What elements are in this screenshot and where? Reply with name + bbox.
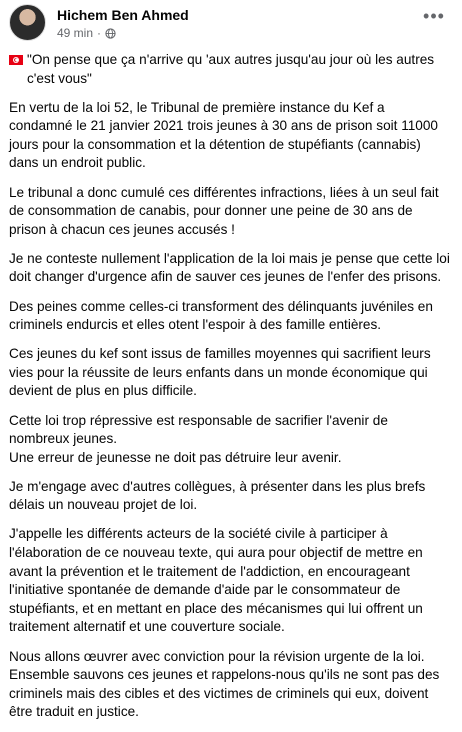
paragraph: En vertu de la loi 52, le Tribunal de première instance du Kef a condamné le 21 janvier 2021 trois jeunes à 30 ans de prison soit 11000 jours pour la consommation et la détention de stupéfiants (cannabis) dans un endroit public. (9, 99, 438, 171)
quote-text: "On pense que ça n'arrive qu 'aux autres jusqu'au jour où les autres c'est vous" (27, 52, 435, 86)
paragraph: Ces jeunes du kef sont issus de familles moyennes qui sacrifient leurs vies pour la réussite de leurs enfants dans un monde économique qui devient de plus en plus difficile. (9, 346, 431, 399)
paragraph: J'appelle les différents acteurs de la société civile à participer à l'élaboration de ce nouveau texte, qui aura pour objectif de mettre en avant la prévention et le traitement de l'addiction, en encourageant l'initiative spontanée de demande d'aide par le consommateur de stupéfiants, et en mettant en place des mécanismes qui lui offrent un traitement alternatif et une couverture sociale. (9, 526, 423, 635)
post-meta (57, 26, 116, 40)
avatar[interactable] (9, 4, 46, 41)
paragraph: Je m'engage avec d'autres collègues, à présenter dans les plus brefs délais un nouveau projet de loi. (9, 478, 426, 513)
globe-icon[interactable] (105, 28, 116, 39)
post-text (9, 51, 451, 732)
post-time[interactable]: 49 min (57, 26, 94, 40)
post-quote (9, 51, 451, 88)
meta-separator: · (97, 26, 102, 40)
post-header (9, 4, 453, 44)
paragraph: Le tribunal a donc cumulé ces différentes infractions, liées à un seul fait de consommation de canabis, pour donner une peine de 30 ans de prison à chacun ces jeunes accusés ! (9, 184, 439, 237)
paragraph: Je ne conteste nullement l'application de la loi mais je pense que cette loi doit changer d'urgence afin de sauver ces jeunes de l'enfer des prisons. (9, 250, 450, 285)
author-name[interactable]: Hichem Ben Ahmed (57, 7, 189, 23)
tunisia-flag-icon (9, 55, 23, 65)
paragraph: Nous allons œuvrer avec conviction pour la révision urgente de la loi. Ensemble sauvons ces jeunes et rappelons-nous qu'ils ne sont pas des criminels mais des cibles et des victimes de criminels qui eux, doivent être traduit en justice. (9, 648, 440, 720)
more-horizontal-icon[interactable]: ••• (423, 6, 445, 26)
paragraph: Cette loi trop répressive est responsable de sacrifier l'avenir de nombreux jeunes. Une erreur de jeunesse ne doit pas détruire leur avenir. (9, 412, 388, 465)
paragraph: Des peines comme celles-ci transforment des délinquants juvéniles en criminels endurcis et elles otent l'espoir à des famille entières. (9, 298, 433, 333)
